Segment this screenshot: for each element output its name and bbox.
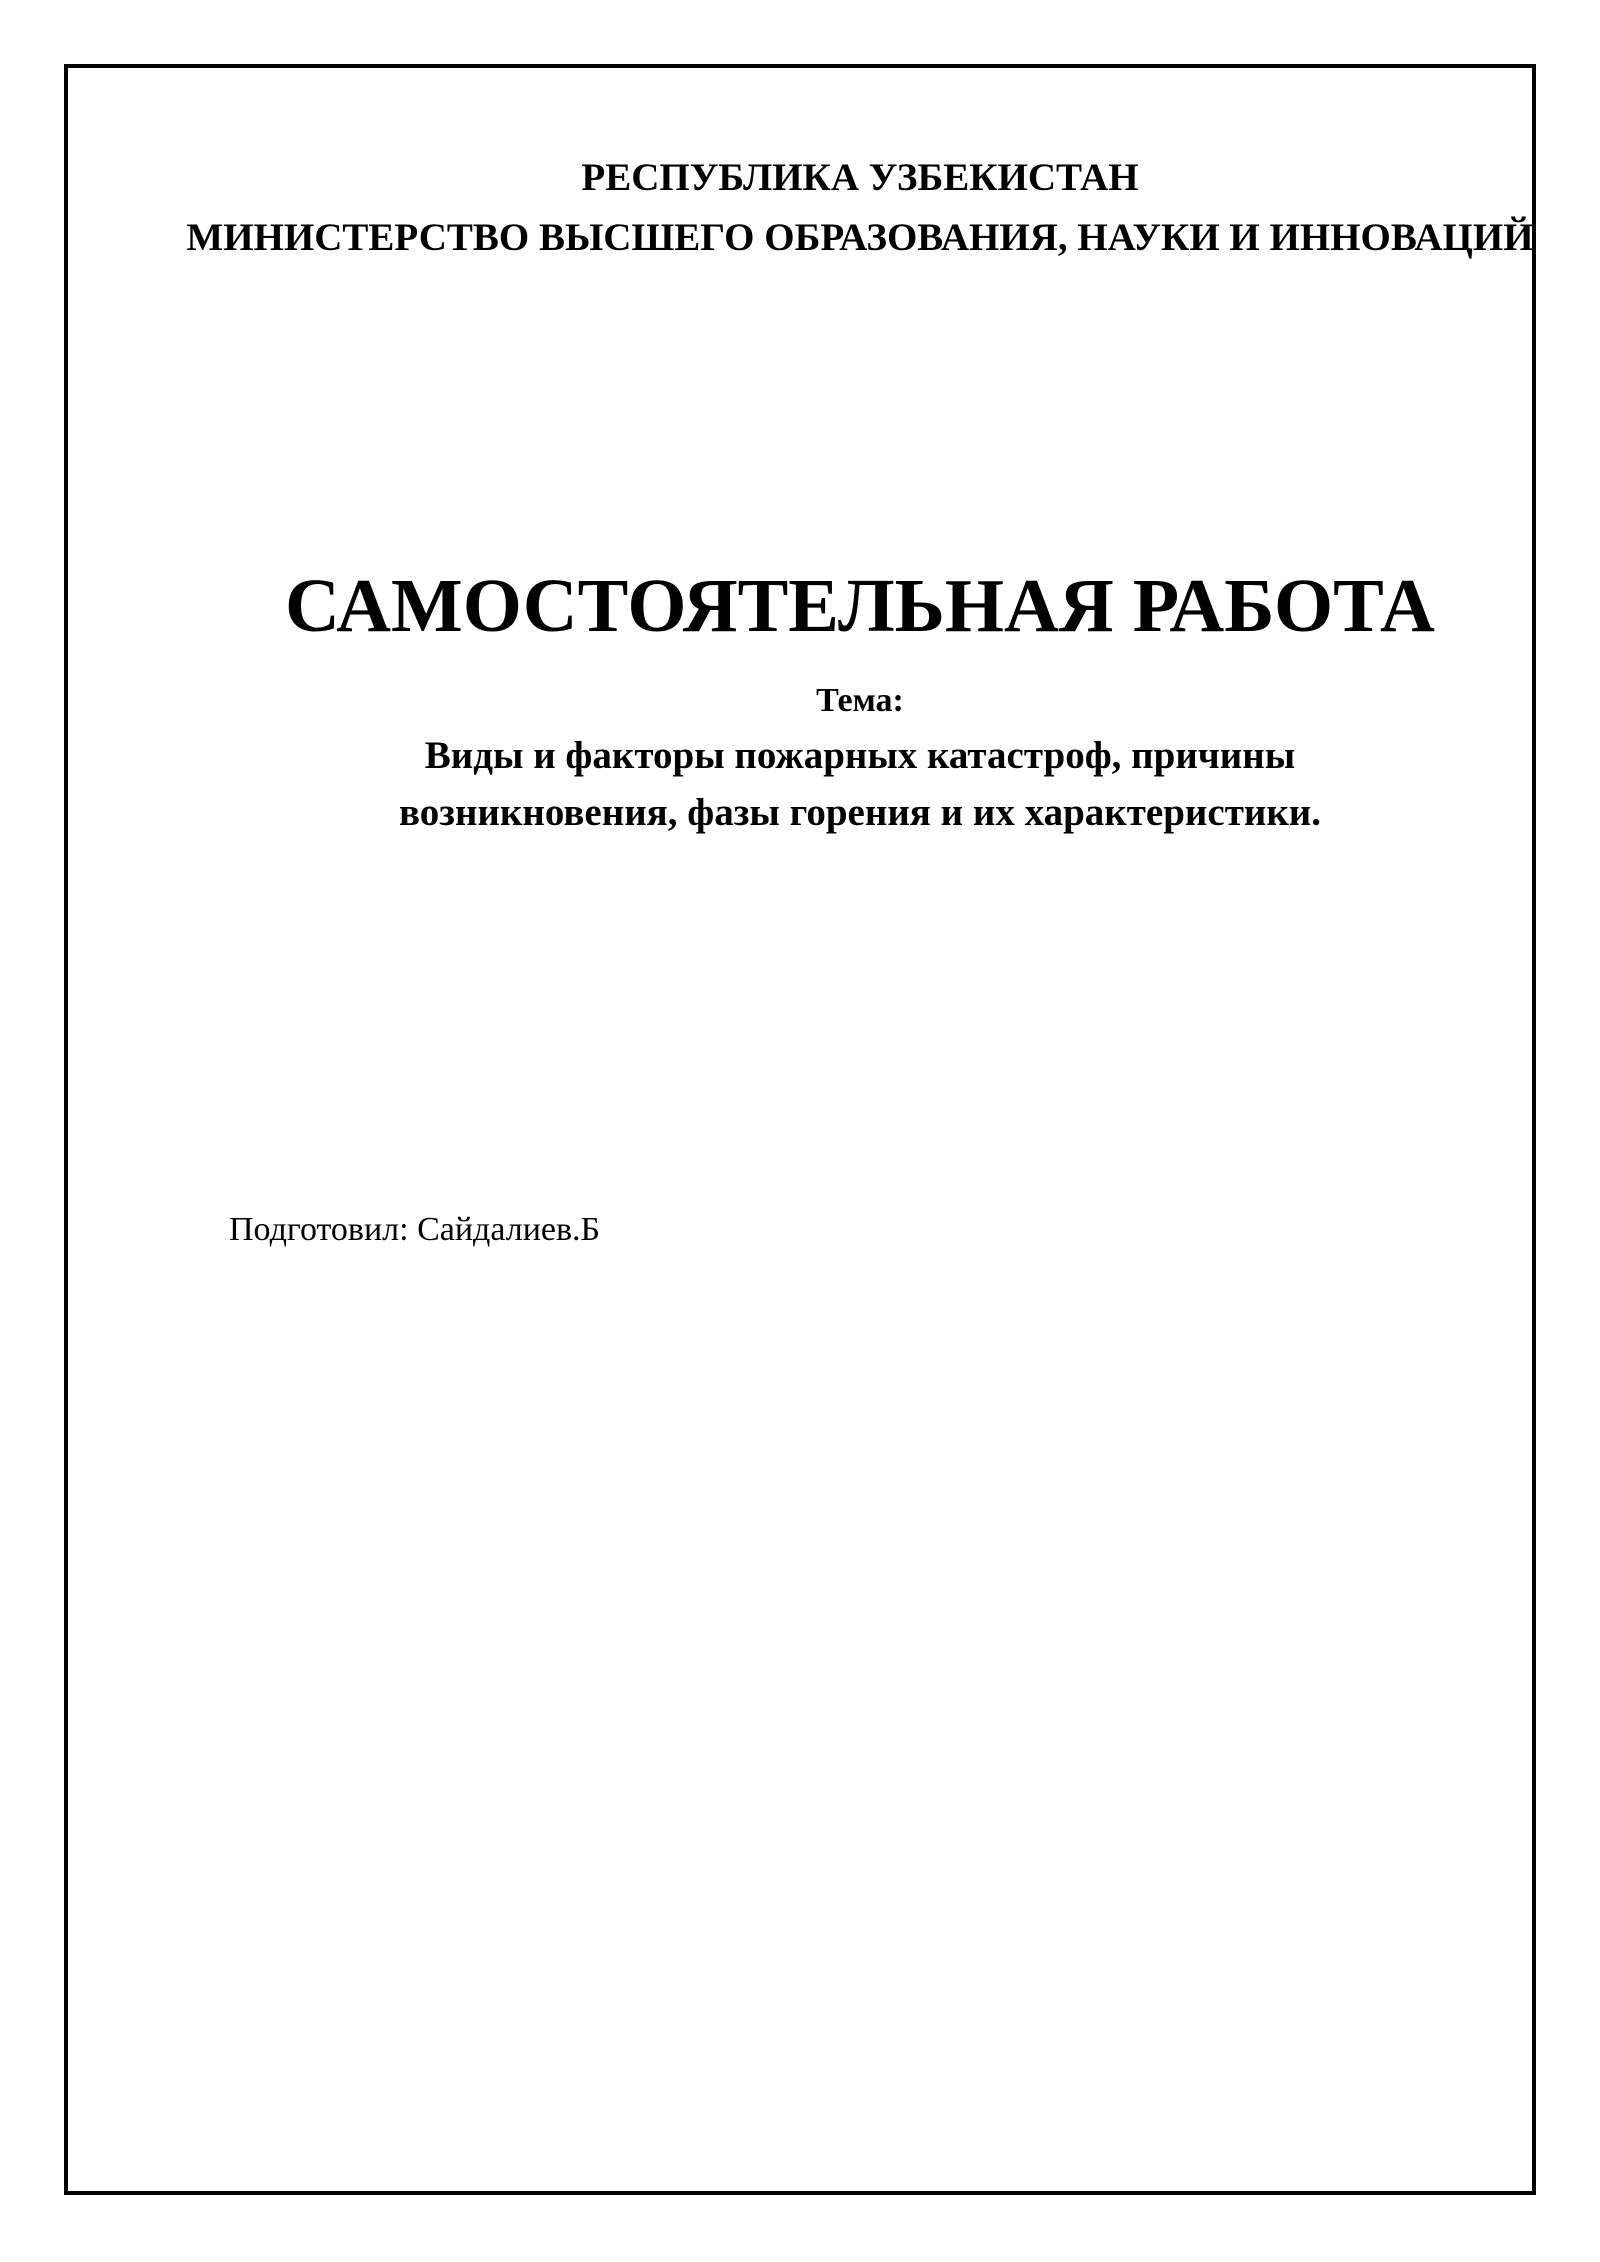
country-heading: РЕСПУБЛИКА УЗБЕКИСТАН (581, 156, 1139, 199)
topic-label: Тема: (816, 682, 904, 719)
topic-text: Виды и факторы пожарных катастроф, причины возникновения, фазы горения и их характеристики. (398, 734, 1322, 834)
document-title: САМОСТОЯТЕЛЬНАЯ РАБОТА (285, 564, 1435, 648)
ministry-heading: МИНИСТЕРСТВО ВЫСШЕГО ОБРАЗОВАНИЯ, НАУКИ И ИННОВАЦИЙ (186, 216, 1534, 259)
prepared-by: Подготовил: Сайдалиев.Б (229, 1211, 601, 1248)
page-border (64, 64, 1536, 2195)
